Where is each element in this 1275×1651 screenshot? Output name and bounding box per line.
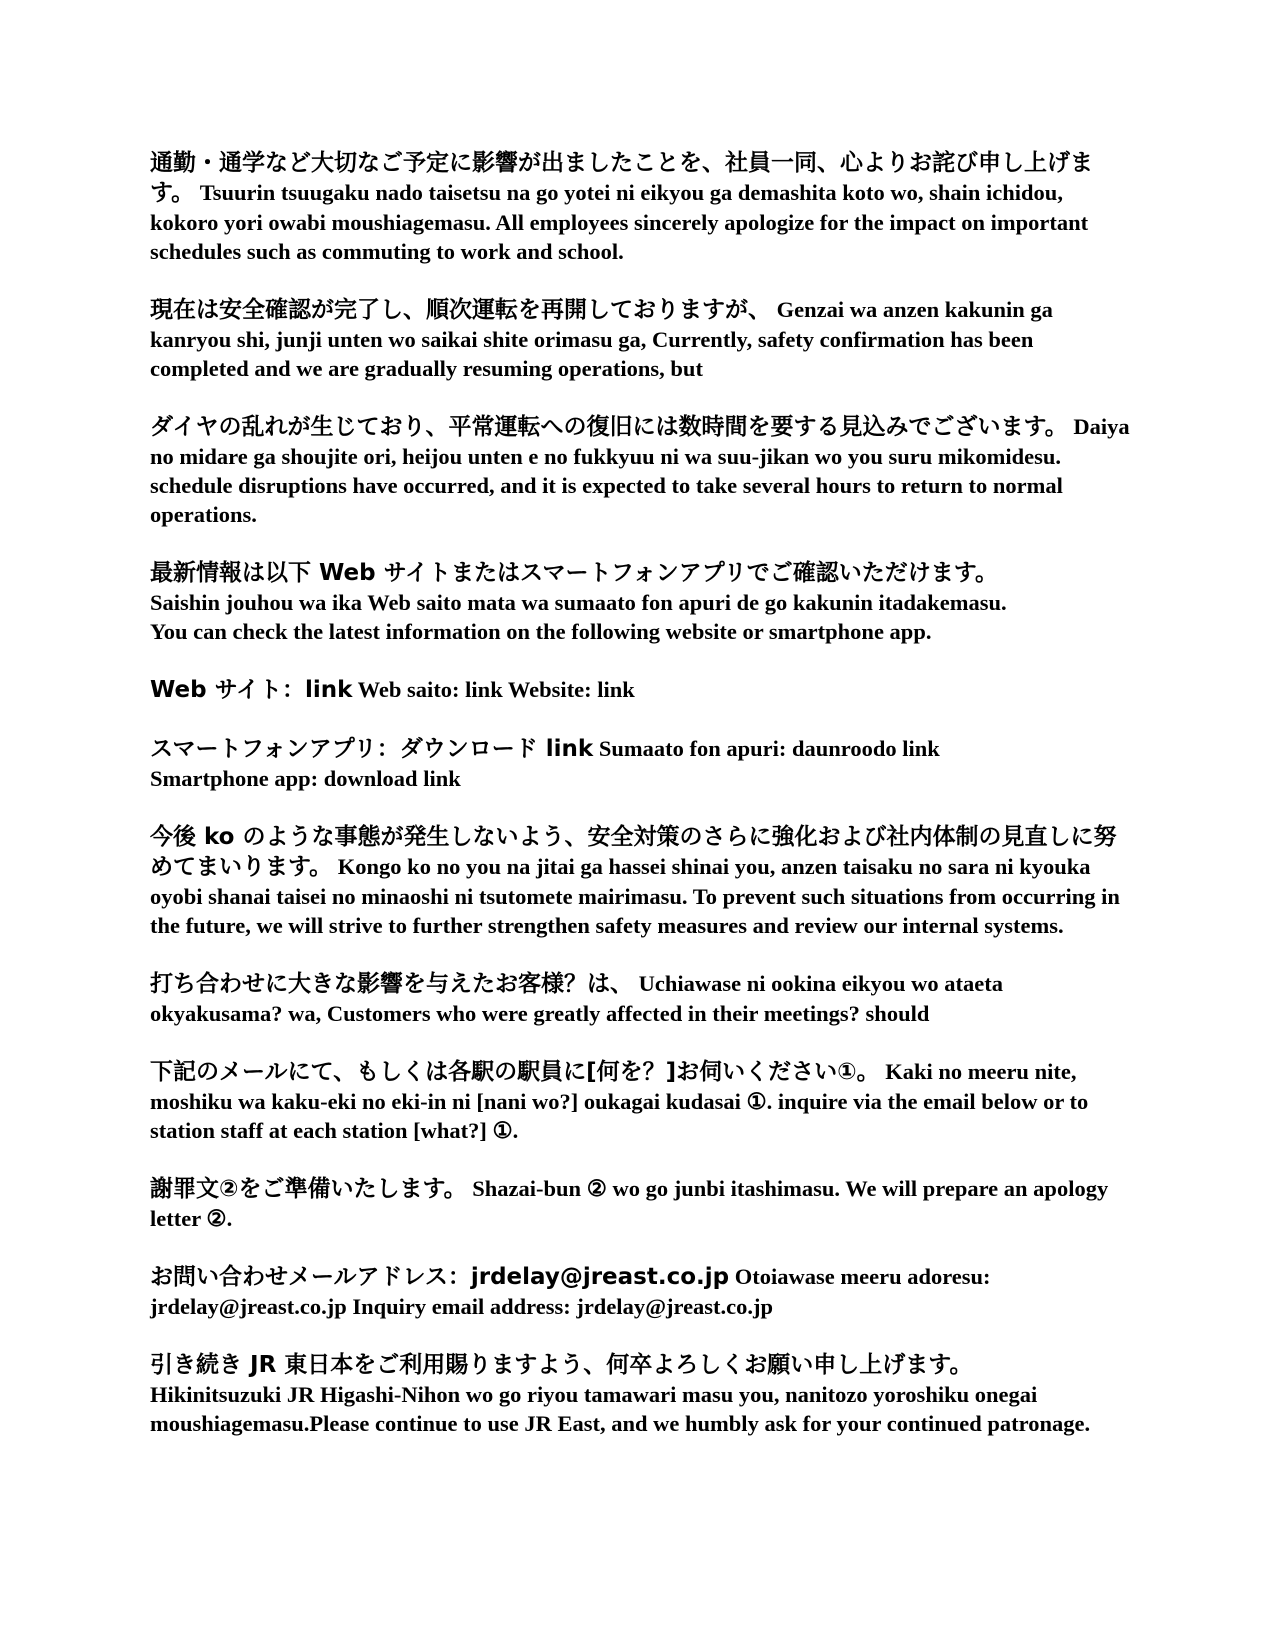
japanese-text: スマートフォンアプリ：ダウンロード link [150,736,594,762]
english-text: schedule disruptions have occurred, and it is expected to take several hours to return to normal operations. [150,473,1063,527]
japanese-text: 最新情報は以下 Web サイトまたはスマートフォンアプリでご確認いただけます。 [150,560,998,586]
english-text: To prevent such situations from occurring in the future, we will strive to further strengthen safety measures and review our internal systems. [150,884,1120,938]
japanese-text: ダイヤの乱れが生じており、平常運転への復旧には数時間を要する見込みでございます。 [150,414,1068,440]
romaji-text: Tsuurin tsuugaku nado taisetsu na go yotei ni eikyou ga demashita koto wo, shain ichidou, kokoro yori owabi moushiagemasu. [150,180,1063,235]
paragraph-affected-customers [150,969,1130,1028]
document-page [150,148,1130,1438]
paragraph-apology [150,148,1130,266]
romaji-text: Hikinitsuzuki JR Higashi-Nihon wo go riyou tamawari masu you, nanitozo yoroshiku onegai moushiagemasu. [150,1382,1038,1436]
romaji-text: Sumaato fon apuri: daunroodo link [598,736,940,761]
romaji-text: Kaki no meeru nite, moshiku wa kaku-eki no eki-in ni [nani wo?] oukagai kudasai ①. [150,1059,1077,1114]
english-text: Currently, safety confirmation has been completed and we are gradually resuming operations, but [150,327,1034,381]
romaji-text: Shazai-bun ② wo go junbi itashimasu. [472,1176,841,1201]
paragraph-app-link[interactable] [150,734,1130,793]
japanese-text: 今後 ko のような事態が発生しないよう、安全対策のさらに強化および社内体制の見直しに努めてまいります。 [150,824,1117,880]
japanese-text: 打ち合わせに大きな影響を与えたお客様？は、 [150,971,633,997]
romaji-text: Daiya no midare ga shoujite ori, heijou unten e no fukkyuu ni wa suu-jikan wo you suru mikomidesu. [150,414,1130,469]
paragraph-website-link[interactable] [150,675,1130,705]
romaji-text: Saishin jouhou wa ika Web saito mata wa sumaato fon apuri de go kakunin itadakemasu. [150,590,1007,615]
paragraph-prevention [150,822,1130,940]
english-text: Website: link [507,677,635,702]
japanese-text: お問い合わせメールアドレス：jrdelay@jreast.co.jp [150,1264,730,1290]
paragraph-inquire [150,1057,1130,1145]
paragraph-closing [150,1350,1130,1438]
paragraph-current-status [150,295,1130,383]
english-text: Please continue to use JR East, and we humbly ask for your continued patronage. [309,1411,1091,1436]
english-text: inquire via the email below or to station staff at each station [what?] ①. [150,1089,1089,1143]
japanese-text: 通勤・通学など大切なご予定に影響が出ましたことを、社員一同、心よりお詫び申し上げます。 [150,150,1093,206]
paragraph-apology-letter [150,1174,1130,1233]
japanese-text: 謝罪文②をご準備いたします。 [150,1176,467,1202]
japanese-text: 引き続き JR 東日本をご利用賜りますよう、何卒よろしくお願い申し上げます。 [150,1352,973,1378]
japanese-text: Web サイト：link [150,677,353,703]
romaji-text: Uchiawase ni ookina eikyou wo ataeta okyakusama? wa, [150,971,1004,1026]
japanese-text: 下記のメールにて、もしくは各駅の駅員に[何を？]お伺いください①。 [150,1059,880,1085]
romaji-text: Genzai wa anzen kakunin ga kanryou shi, junji unten wo saikai shite orimasu ga, [150,297,1053,352]
english-text: You can check the latest information on the following website or smartphone app. [150,619,932,644]
paragraph-latest-info [150,558,1130,646]
english-text: We will prepare an apology letter ②. [150,1176,1109,1231]
english-text: Smartphone app: download link [150,766,461,791]
english-text: All employees sincerely apologize for the impact on important schedules such as commuting to work and school. [150,210,1089,264]
english-text: Inquiry email address: jrdelay@jreast.co.jp [352,1294,774,1319]
english-text: Customers who were greatly affected in their meetings? should [326,1001,930,1026]
paragraph-schedule-disruption [150,412,1130,529]
romaji-text: Web saito: link [357,677,503,702]
romaji-text: Kongo ko no you na jitai ga hassei shinai you, anzen taisaku no sara ni kyouka oyobi shanai taisei no minaoshi ni tsutomete mairimasu. [150,854,1091,909]
japanese-text: 現在は安全確認が完了し、順次運転を再開しておりますが、 [150,297,771,323]
romaji-text: Otoiawase meeru adoresu: jrdelay@jreast.co.jp [150,1264,991,1319]
paragraph-contact-email[interactable] [150,1262,1130,1321]
